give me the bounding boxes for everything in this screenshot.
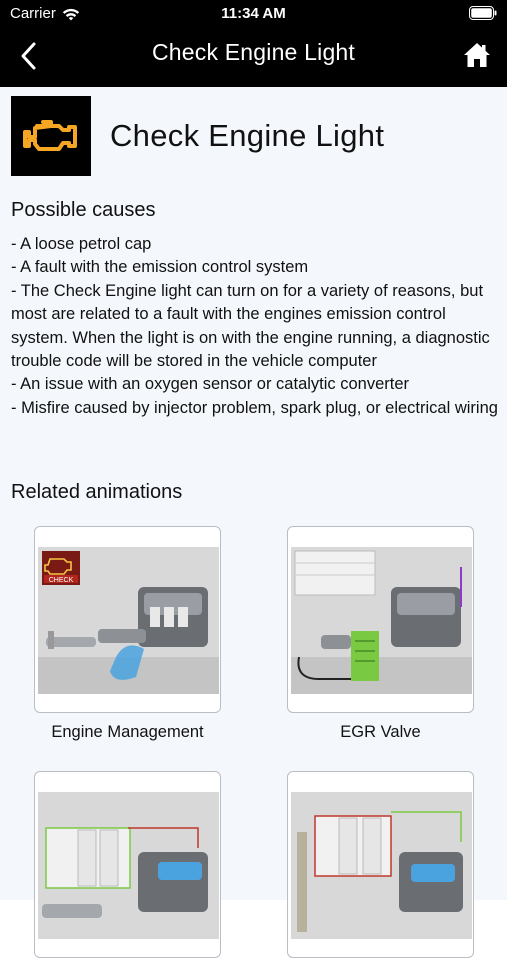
content-area	[0, 87, 507, 900]
card-label: EGR Valve	[340, 723, 421, 741]
status-time: 11:34 AM	[221, 5, 286, 22]
carrier-label: Carrier	[10, 5, 56, 22]
check-engine-icon	[11, 96, 91, 176]
status-bar	[0, 0, 507, 28]
animation-thumbnail	[38, 792, 219, 939]
animation-card-4[interactable]	[287, 771, 474, 958]
causes-list	[11, 233, 498, 420]
engine-management-thumbnail	[38, 547, 219, 694]
cause-item: - The Check Engine light can turn on for a variety of reasons, but most are related to a fault with the engines emission control system. When the light is on with the engine running, a diagnostic trouble code will be stored in the vehicle computer	[11, 281, 490, 371]
egr-valve-thumbnail	[291, 547, 472, 694]
hero-title: Check Engine Light	[110, 118, 385, 153]
home-icon	[463, 42, 491, 68]
cause-item: - A loose petrol cap	[11, 235, 152, 253]
home-button[interactable]	[457, 35, 497, 75]
animation-card-3[interactable]	[34, 771, 221, 958]
nav-title: Check Engine Light	[151, 39, 356, 65]
animation-thumbnail	[291, 792, 472, 939]
app-header	[0, 0, 507, 87]
causes-heading: Possible causes	[11, 199, 156, 221]
check-badge-text: CHECK	[48, 577, 74, 584]
animation-card-egr-valve[interactable]	[287, 526, 474, 741]
animation-card-engine-management[interactable]	[34, 526, 221, 741]
related-heading: Related animations	[11, 481, 183, 503]
card-label: Engine Management	[51, 723, 204, 741]
cause-item: - Misfire caused by injector problem, spark plug, or electrical wiring	[11, 398, 498, 417]
cause-item: - A fault with the emission control system	[11, 258, 309, 277]
cause-item: - An issue with an oxygen sensor or catalytic converter	[11, 375, 410, 394]
battery-icon	[469, 6, 497, 24]
nav-bar	[0, 28, 507, 87]
hero	[11, 96, 384, 176]
